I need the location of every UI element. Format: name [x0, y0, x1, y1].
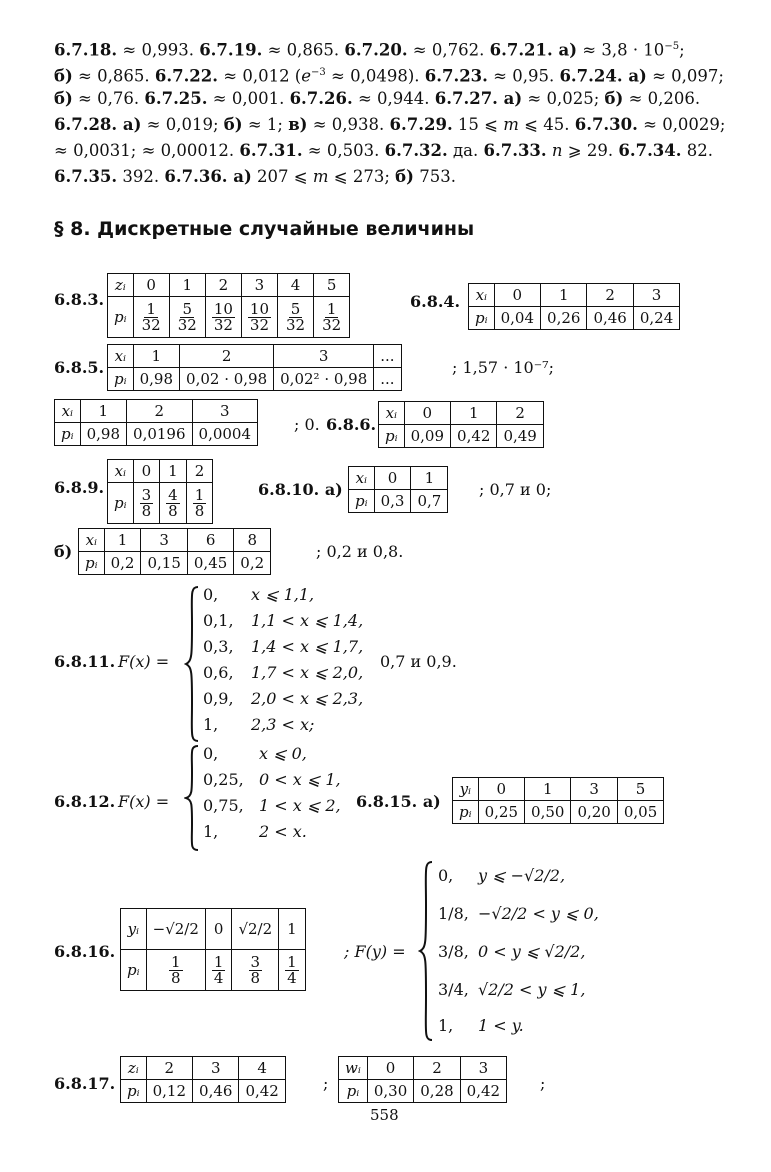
- value-cell: 0,7: [411, 490, 448, 513]
- table-6-8-9: [107, 459, 213, 524]
- answer-line: 6.7.28. а) ≈ 0,019; б) ≈ 1; в) ≈ 0,938. 6.7.29. 15 ⩽ m ⩽ 45. 6.7.30. ≈ 0,0029;: [54, 115, 726, 134]
- value-cell: 3: [241, 274, 277, 297]
- value-cell: 1: [451, 402, 497, 425]
- header-cell: zᵢ: [108, 274, 134, 297]
- fraction-cell: $\frac{3}{8}$: [232, 950, 279, 991]
- value-cell: 0,04: [494, 307, 540, 330]
- separator-text: ;: [323, 1074, 329, 1093]
- fraction-cell: $\frac{10}{32}$: [205, 297, 241, 338]
- value-cell: 5: [617, 778, 663, 801]
- answer-line: 6.7.18. ≈ 0,993. 6.7.19. ≈ 0,865. 6.7.20. ≈ 0,762. 6.7.21. $а) \approx 3,8 \cdot 10^{-5}$;: [54, 40, 685, 60]
- value-cell: 0,45: [187, 552, 233, 575]
- value-cell: ...: [374, 345, 401, 368]
- value-cell: 4: [239, 1057, 285, 1080]
- value-cell: 0,02 · 0,98: [180, 368, 274, 391]
- case-value: 1,: [438, 1016, 454, 1035]
- header-cell: pᵢ: [121, 1080, 147, 1103]
- value-cell: 0,12: [146, 1080, 192, 1103]
- value-cell: 3: [274, 345, 374, 368]
- problem-label: б): [54, 542, 73, 561]
- case-value: 0,: [438, 866, 454, 885]
- header-cell: xᵢ: [469, 284, 495, 307]
- case-condition: 1,1 < x ⩽ 1,4,: [251, 611, 364, 630]
- case-condition: x ⩽ 1,1,: [251, 585, 315, 604]
- value-cell: √2/2: [232, 909, 279, 950]
- case-condition: y ⩽ −√2/2,: [478, 866, 566, 885]
- value-cell: 0,2: [234, 552, 271, 575]
- value-cell: 0,30: [367, 1080, 413, 1103]
- header-cell: pᵢ: [339, 1080, 368, 1103]
- header-cell: pᵢ: [379, 425, 405, 448]
- value-cell: 3: [141, 529, 187, 552]
- case-value: 0,: [203, 585, 219, 604]
- value-cell: 0,46: [193, 1080, 239, 1103]
- answer-line: ≈ 0,0031; ≈ 0,00012. 6.7.31. ≈ 0,503. 6.7.32. да. 6.7.33. n ⩾ 29. 6.7.34. 82.: [54, 141, 714, 160]
- case-condition: 0 < x ⩽ 1,: [259, 770, 341, 789]
- value-cell: 1: [80, 400, 126, 423]
- case-value: 0,75,: [203, 796, 244, 815]
- value-cell: 0: [404, 402, 450, 425]
- table-6-8-5-b: [54, 399, 258, 446]
- value-cell: 0: [494, 284, 540, 307]
- table-6-8-6: [378, 401, 544, 448]
- fraction-cell: $\frac{1}{8}$: [186, 483, 213, 524]
- header-cell: pᵢ: [108, 368, 134, 391]
- value-cell: 1: [133, 345, 179, 368]
- case-value: 0,1,: [203, 611, 234, 630]
- value-cell: 0,26: [541, 307, 587, 330]
- value-cell: 0: [478, 778, 524, 801]
- value-cell: 1: [411, 467, 448, 490]
- value-cell: 0,49: [497, 425, 543, 448]
- function-label: F(x) =: [118, 652, 170, 671]
- table-6-8-10-b: [78, 528, 271, 575]
- section-title: § 8. Дискретные случайные величины: [54, 218, 475, 240]
- separator-text: ;: [540, 1074, 546, 1093]
- case-value: 1/8,: [438, 904, 469, 923]
- fraction-cell: $\frac{1}{32}$: [133, 297, 169, 338]
- value-cell: 0,98: [80, 423, 126, 446]
- value-cell: 0: [133, 460, 160, 483]
- value-cell: 0: [374, 467, 411, 490]
- header-cell: xᵢ: [108, 345, 134, 368]
- value-cell: 0,0196: [127, 423, 193, 446]
- case-condition: 2,0 < x ⩽ 2,3,: [251, 689, 364, 708]
- function-label: ; F(y) =: [344, 942, 406, 961]
- problem-label: 6.8.5.: [54, 358, 105, 377]
- answer-text: ; 0.: [294, 415, 320, 434]
- header-cell: pᵢ: [55, 423, 81, 446]
- value-cell: 8: [234, 529, 271, 552]
- problem-label: 6.8.6.: [326, 415, 377, 434]
- case-value: 0,6,: [203, 663, 234, 682]
- value-cell: 0,42: [239, 1080, 285, 1103]
- brace-icon: [418, 860, 436, 1042]
- table-6-8-15: [452, 777, 664, 824]
- case-value: 0,: [203, 744, 219, 763]
- table-6-8-16: [120, 908, 306, 991]
- value-cell: 3: [193, 1057, 239, 1080]
- problem-label: 6.8.12.: [54, 792, 116, 811]
- fraction-cell: $\frac{3}{8}$: [133, 483, 160, 524]
- fraction-cell: $\frac{5}{32}$: [278, 297, 314, 338]
- fraction-cell: $\frac{1}{8}$: [146, 950, 205, 991]
- problem-label: 6.8.17.: [54, 1074, 116, 1093]
- fraction-cell: $\frac{1}{32}$: [314, 297, 350, 338]
- value-cell: 0,15: [141, 552, 187, 575]
- brace-icon: [184, 744, 202, 852]
- header-cell: pᵢ: [79, 552, 105, 575]
- answer-line: б) ≈ 0,865. 6.7.22. ≈ 0,012 $(e^{-3} \approx 0,0498)$. 6.7.23. ≈ 0,95. 6.7.24. а) ≈ 0,097;: [54, 66, 724, 86]
- value-cell: 0,20: [571, 801, 617, 824]
- table-6-8-5: [107, 344, 402, 391]
- problem-label: 6.8.3.: [54, 290, 105, 309]
- header-cell: wᵢ: [339, 1057, 368, 1080]
- case-value: 0,25,: [203, 770, 244, 789]
- fraction-cell: $\frac{5}{32}$: [169, 297, 205, 338]
- header-cell: zᵢ: [121, 1057, 147, 1080]
- problem-label: 6.8.15. а): [356, 792, 441, 811]
- case-condition: 1,7 < x ⩽ 2,0,: [251, 663, 364, 682]
- table-6-8-17-z: [120, 1056, 286, 1103]
- case-value: 0,3,: [203, 637, 234, 656]
- value-cell: 0,2: [104, 552, 141, 575]
- header-cell: pᵢ: [349, 490, 375, 513]
- value-cell: ...: [374, 368, 401, 391]
- case-value: 1,: [203, 822, 219, 841]
- value-cell: 0,42: [460, 1080, 506, 1103]
- case-condition: 1 < x ⩽ 2,: [259, 796, 341, 815]
- value-cell: 0,02² · 0,98: [274, 368, 374, 391]
- header-cell: pᵢ: [121, 950, 147, 991]
- value-cell: 0,24: [633, 307, 679, 330]
- value-cell: 2: [497, 402, 543, 425]
- value-cell: 2: [180, 345, 274, 368]
- value-cell: 2: [414, 1057, 460, 1080]
- header-cell: pᵢ: [108, 483, 134, 524]
- table-6-8-3: [107, 273, 350, 338]
- case-condition: 1,4 < x ⩽ 1,7,: [251, 637, 364, 656]
- case-condition: √2/2 < y ⩽ 1,: [478, 980, 586, 999]
- value-cell: 0,25: [478, 801, 524, 824]
- value-cell: 1: [541, 284, 587, 307]
- fraction-cell: $\frac{1}{4}$: [279, 950, 306, 991]
- header-cell: pᵢ: [453, 801, 479, 824]
- header-cell: pᵢ: [108, 297, 134, 338]
- fraction-cell: $\frac{4}{8}$: [160, 483, 187, 524]
- case-condition: 2,3 < x;: [251, 715, 315, 734]
- value-cell: 2: [205, 274, 241, 297]
- problem-label: 6.8.4.: [410, 292, 461, 311]
- case-condition: 1 < y.: [478, 1016, 524, 1035]
- header-cell: yᵢ: [453, 778, 479, 801]
- value-cell: 6: [187, 529, 233, 552]
- value-cell: 0,0004: [192, 423, 258, 446]
- value-cell: 0: [367, 1057, 413, 1080]
- value-cell: −√2/2: [146, 909, 205, 950]
- header-cell: yᵢ: [121, 909, 147, 950]
- value-cell: 2: [146, 1057, 192, 1080]
- value-cell: 5: [314, 274, 350, 297]
- value-cell: 3: [192, 400, 258, 423]
- value-cell: 4: [278, 274, 314, 297]
- value-cell: 0,09: [404, 425, 450, 448]
- case-value: 1,: [203, 715, 219, 734]
- value-cell: 0,3: [374, 490, 411, 513]
- table-6-8-4: [468, 283, 680, 330]
- value-cell: 0,50: [525, 801, 571, 824]
- value-cell: 0,98: [133, 368, 179, 391]
- value-cell: 1: [279, 909, 306, 950]
- fraction-cell: $\frac{1}{4}$: [205, 950, 232, 991]
- header-cell: xᵢ: [108, 460, 134, 483]
- problem-label: 6.8.16.: [54, 942, 116, 961]
- table-6-8-10-a: [348, 466, 448, 513]
- function-label: F(x) =: [118, 792, 170, 811]
- table-6-8-17-w: [338, 1056, 507, 1103]
- value-cell: 3: [633, 284, 679, 307]
- value-cell: 1: [104, 529, 141, 552]
- value-cell: 0,28: [414, 1080, 460, 1103]
- value-cell: 3: [571, 778, 617, 801]
- value-cell: 2: [186, 460, 213, 483]
- answer-text: ; 0,7 и 0;: [479, 480, 552, 499]
- fraction-cell: $\frac{10}{32}$: [241, 297, 277, 338]
- value-cell: 0: [205, 909, 232, 950]
- header-cell: xᵢ: [349, 467, 375, 490]
- value-cell: 1: [160, 460, 187, 483]
- header-cell: pᵢ: [469, 307, 495, 330]
- value-cell: 0: [133, 274, 169, 297]
- problem-label: 6.8.9.: [54, 478, 105, 497]
- value-cell: 0,42: [451, 425, 497, 448]
- value-cell: 1: [169, 274, 205, 297]
- value-cell: 0,05: [617, 801, 663, 824]
- problem-label: 6.8.10. а): [258, 480, 343, 499]
- value-cell: 3: [460, 1057, 506, 1080]
- case-condition: x ⩽ 0,: [259, 744, 307, 763]
- answer-text: 0,7 и 0,9.: [380, 652, 457, 671]
- value-cell: 1: [525, 778, 571, 801]
- header-cell: xᵢ: [79, 529, 105, 552]
- case-condition: 0 < y ⩽ √2/2,: [478, 942, 586, 961]
- case-value: 3/4,: [438, 980, 469, 999]
- answer-text: ; 0,2 и 0,8.: [316, 542, 404, 561]
- case-condition: 2 < x.: [259, 822, 307, 841]
- case-value: 3/8,: [438, 942, 469, 961]
- value-cell: 2: [127, 400, 193, 423]
- answer-line: 6.7.35. 392. 6.7.36. а) 207 ⩽ m ⩽ 273; б) 753.: [54, 167, 456, 186]
- value-cell: 2: [587, 284, 633, 307]
- page-number: 558: [370, 1106, 399, 1124]
- answer-line: б) ≈ 0,76. 6.7.25. ≈ 0,001. 6.7.26. ≈ 0,944. 6.7.27. а) ≈ 0,025; б) ≈ 0,206.: [54, 89, 701, 108]
- case-condition: −√2/2 < y ⩽ 0,: [478, 904, 599, 923]
- value-cell: 0,46: [587, 307, 633, 330]
- brace-icon: [184, 585, 202, 743]
- problem-label: 6.8.11.: [54, 652, 116, 671]
- header-cell: xᵢ: [55, 400, 81, 423]
- header-cell: xᵢ: [379, 402, 405, 425]
- answer-text: ; 1,57 · 10⁻⁷;: [452, 358, 554, 377]
- case-value: 0,9,: [203, 689, 234, 708]
